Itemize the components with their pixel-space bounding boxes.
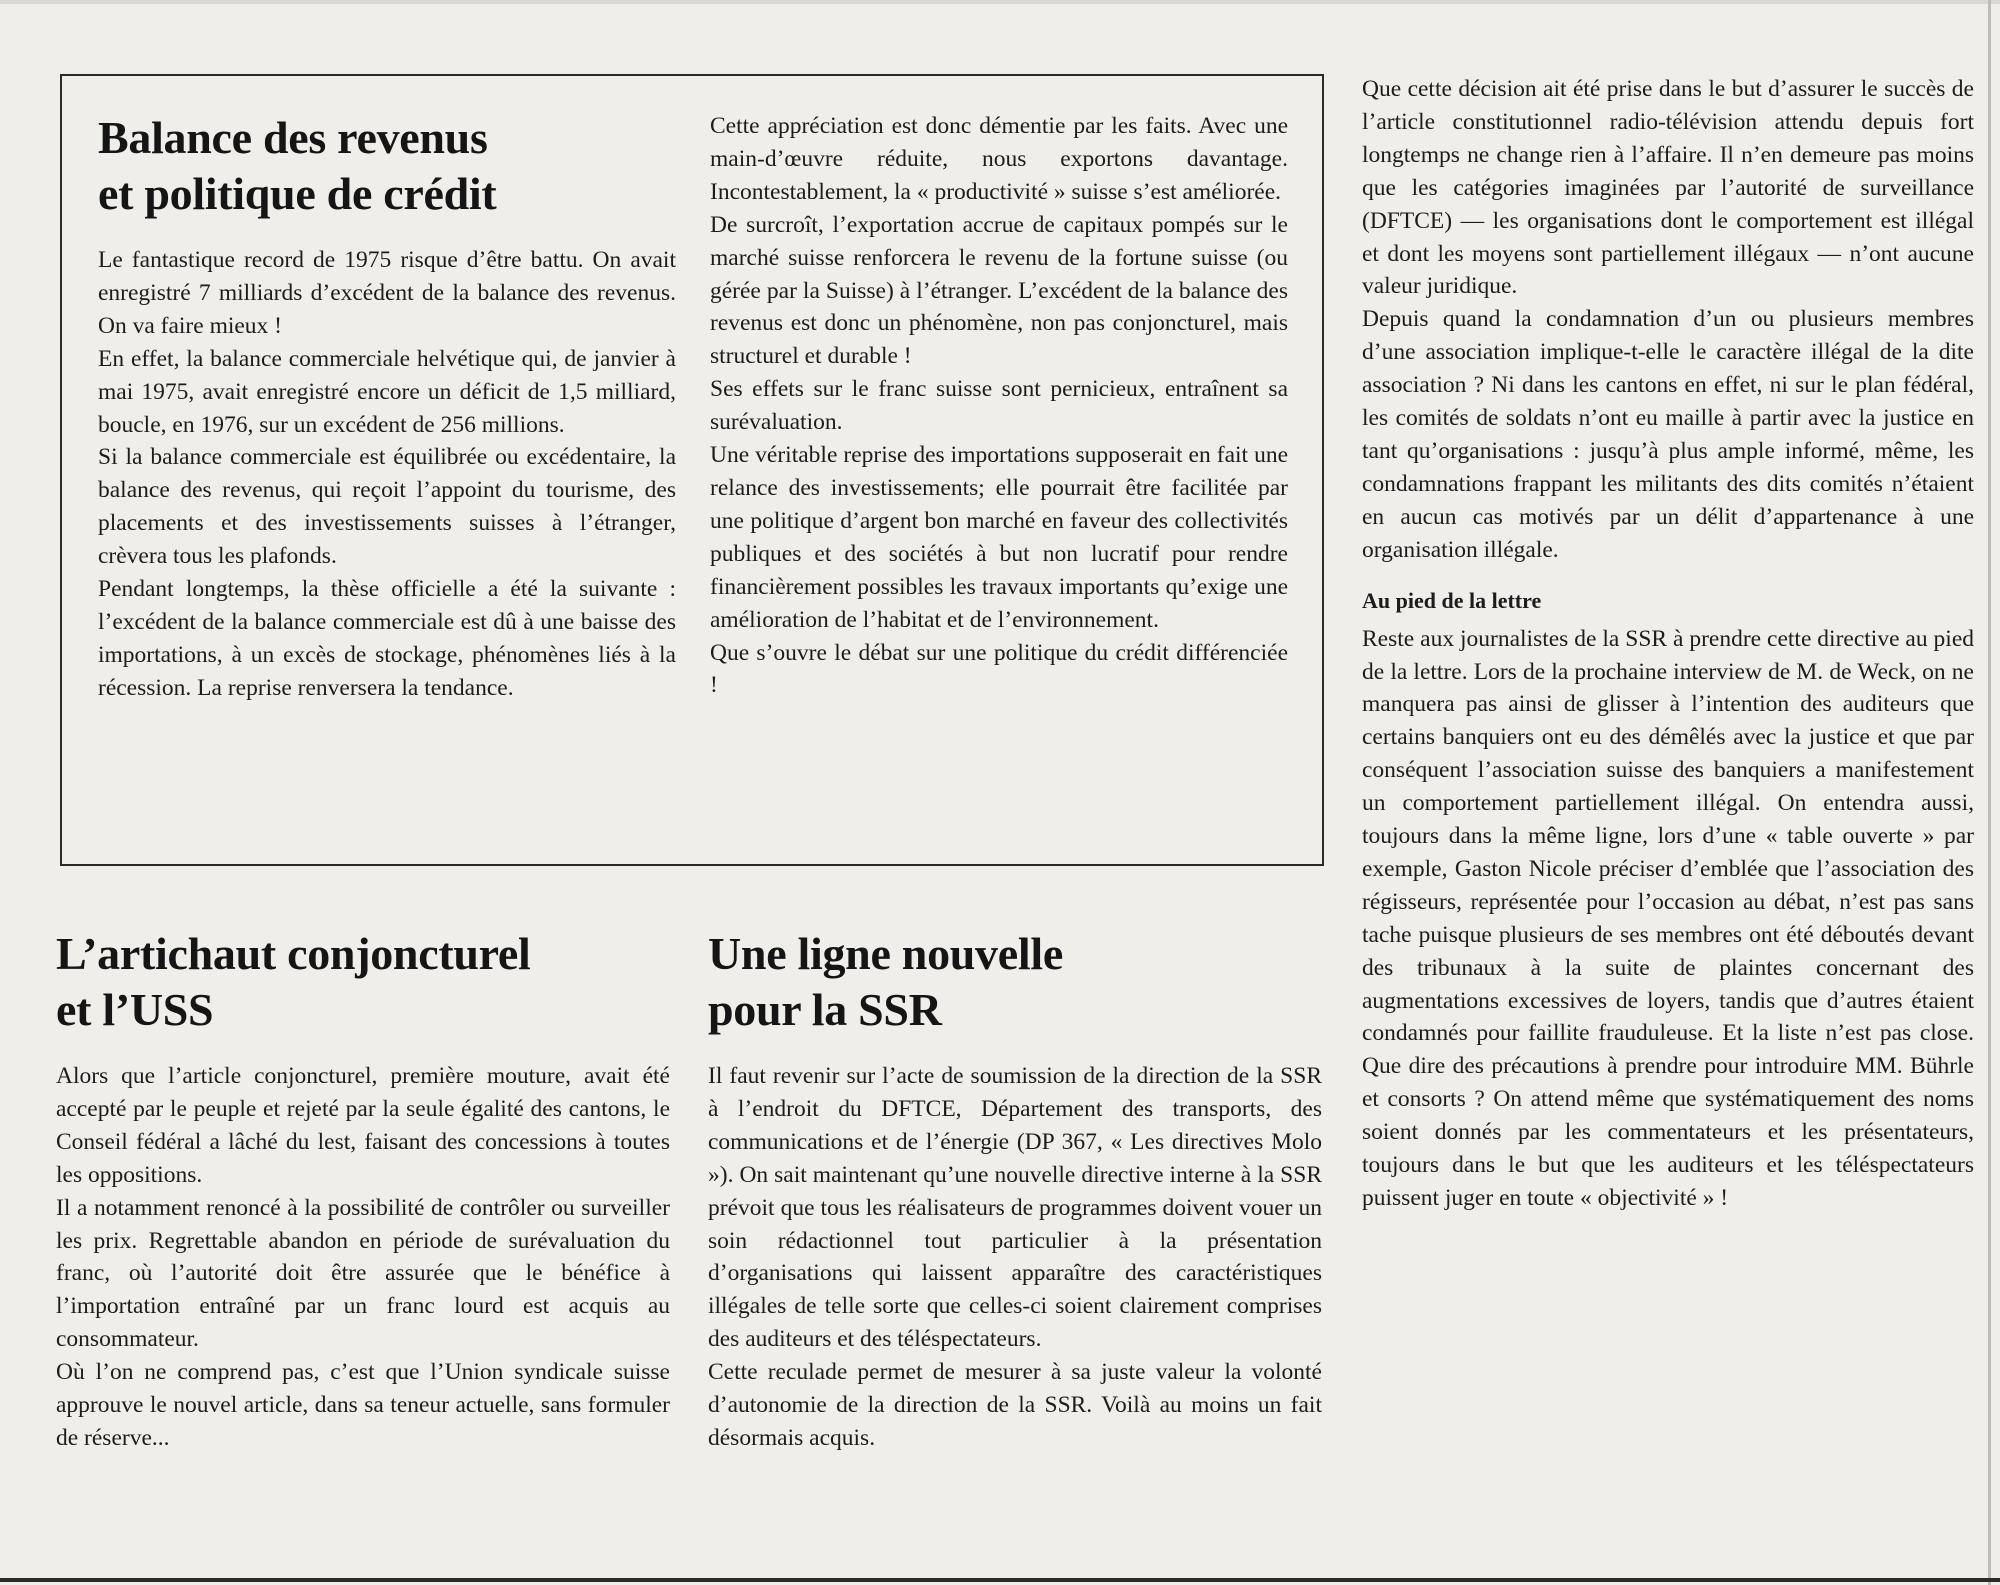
paragraph: En effet, la balance commerciale helvétique qui, de janvier à mai 1975, avait enregistré encore un déficit de 1,5 milliard, boucle, en 1976, sur un excédent de 256 millions. xyxy=(98,345,676,438)
paragraph: Il a notamment renoncé à la possibilité de contrôler ou surveiller les prix. Regrettable abandon en période de surévaluation du franc, où l’autorité doit être assurée que le bénéfice à l’importation entraîné par un franc lourd est acquis au consommateur. xyxy=(56,1194,670,1353)
article-ssr-column-1 xyxy=(708,926,1322,1455)
paragraph: Depuis quand la condamnation d’un ou plusieurs membres d’une association implique-t-elle le caractère illégal de la dite association ? Ni dans les cantons en effet, ni sur le plan fédéral, les comités de soldats n’ont eu maille à partir avec la justice en tant qu’organisations : jusqu’à plus ample informé, même, les condamnations frappant les militants des dits comités n’étaient en aucun cas motivés par un délit d’appartenance à une organisation illégale. xyxy=(1362,306,1974,563)
article-ssr-body-1 xyxy=(708,1060,1322,1455)
article-ssr-body-2 xyxy=(1362,73,1974,567)
page-edge-bottom xyxy=(0,1578,2000,1582)
article-ssr-body-3 xyxy=(1362,623,1974,1215)
paragraph: Une véritable reprise des importations supposerait en fait une relance des investissements; elle pourrait être facilitée par une politique d’argent bon marché en faveur des collectivités publiques et des sociétés à but non lucratif pour rendre financièrement possibles les travaux importants qu’exige une amélioration de l’habitat et de l’environnement. xyxy=(710,442,1288,633)
headline-line-1: L’artichaut conjoncturel xyxy=(56,928,531,979)
page-edge-top xyxy=(0,0,2000,4)
article-balance-headline xyxy=(98,110,676,222)
paragraph: Que cette décision ait été prise dans le but d’assurer le succès de l’article constitutionnel radio-télévision attendu depuis fort longtemps ne change rien à l’affaire. Il n’en demeure pas moins que les catégories imaginées par l’autorité de surveillance (DFTCE) — les organisations dont le comportement est illégal et dont les moyens sont partiellement illégaux — n’ont aucune valeur juridique. xyxy=(1362,76,1974,300)
paragraph: Cette reculade permet de mesurer à sa juste valeur la volonté d’autonomie de la direction de la SSR. Voilà au moins un fait désormais acquis. xyxy=(708,1359,1322,1451)
paragraph: Reste aux journalistes de la SSR à prendre cette directive au pied de la lettre. Lors de la prochaine interview de M. de Weck, on ne manquera pas ainsi de glisser à l’intention des auditeurs que certains banquiers ont eu des démêlés avec la justice et que par conséquent l’association suisse des banquiers a manifestement un comportement partiellement illégal. On entendra aussi, toujours dans la même ligne, lors d’une « table ouverte » par exemple, Gaston Nicole préciser d’emblée que l’association des régisseurs, représentée pour l’occasion au débat, n’est pas sans tache puisque plusieurs de ses membres ont été déboutés devant des tribunaux à la suite de plaintes concernant des augmentations excessives de loyers, tandis que d’autres étaient condamnés pour faillite frauduleuse. Et la liste n’est pas close. Que dire des précautions à prendre pour introduire MM. Bührle et consorts ? On attend même que systématiquement des noms soient donnés par les commentateurs et les présentateurs, toujours dans le but que les auditeurs et les téléspectateurs puissent juger en toute « objectivité » ! xyxy=(1362,625,1974,1211)
article-ssr-column-2 xyxy=(1362,73,1974,1215)
article-ssr-headline xyxy=(708,926,1322,1038)
headline-line-1: Une ligne nouvelle xyxy=(708,928,1063,979)
page-edge-right xyxy=(1988,0,1991,1585)
headline-line-2: et politique de crédit xyxy=(98,168,497,219)
paragraph: Pendant longtemps, la thèse officielle a été la suivante : l’excédent de la balance commerciale est dû à une baisse des importations, à un excès de stockage, phénomènes liés à la récession. La reprise renversera la tendance. xyxy=(98,576,676,701)
article-balance-column-1 xyxy=(98,110,676,705)
article-balance-body-1 xyxy=(98,244,676,705)
headline-line-2: et l’USS xyxy=(56,984,214,1035)
article-artichaut-body xyxy=(56,1060,670,1455)
paragraph: Que s’ouvre le débat sur une politique du crédit différenciée ! xyxy=(710,639,1288,699)
article-artichaut-headline xyxy=(56,926,670,1038)
headline-line-2: pour la SSR xyxy=(708,984,942,1035)
article-balance-body-2 xyxy=(710,110,1288,702)
paragraph: Il faut revenir sur l’acte de soumission de la direction de la SSR à l’endroit du DFTCE, Département des transports, des communications et de l’énergie (DP 367, « Les directives Molo »). On sait maintenant qu’une nouvelle directive interne à la SSR prévoit que tous les réalisateurs de programmes doivent vouer un soin rédactionnel tout particulier à la présentation d’organisations qui laissent apparaître des caractéristiques illégales de telle sorte que celles-ci soient clairement comprises des auditeurs et des téléspectateurs. xyxy=(708,1063,1322,1353)
paragraph: Où l’on ne comprend pas, c’est que l’Union syndicale suisse approuve le nouvel article, dans sa teneur actuelle, sans formuler de réserve... xyxy=(56,1359,670,1451)
article-balance-column-2 xyxy=(710,110,1288,702)
paragraph: Alors que l’article conjoncturel, première mouture, avait été accepté par le peuple et rejeté par la seule égalité des cantons, le Conseil fédéral a lâché du lest, faisant des concessions à toutes les oppositions. xyxy=(56,1063,670,1188)
paragraph: Ses effets sur le franc suisse sont pernicieux, entraînent sa surévaluation. xyxy=(710,376,1288,436)
article-artichaut xyxy=(56,926,670,1455)
paragraph: Si la balance commerciale est équilibrée ou excédentaire, la balance des revenus, qui reçoit l’appoint du tourisme, des placements et des investissements suisses à l’étranger, crèvera tous les plafonds. xyxy=(98,444,676,570)
paragraph: Cette appréciation est donc démentie par les faits. Avec une main-d’œuvre réduite, nous exportons davantage. Incontestablement, la « productivité » suisse s’est améliorée. xyxy=(710,113,1288,205)
article-ssr-subheading: Au pied de la lettre xyxy=(1362,587,1542,613)
paragraph: Le fantastique record de 1975 risque d’être battu. On avait enregistré 7 milliards d’excédent de la balance des revenus. On va faire mieux ! xyxy=(98,247,676,339)
headline-line-1: Balance des revenus xyxy=(98,112,488,163)
paragraph: De surcroît, l’exportation accrue de capitaux pompés sur le marché suisse renforcera le revenu de la fortune suisse (ou gérée par la Suisse) à l’étranger. L’excédent de la balance des revenus est donc un phénomène, non pas conjoncturel, mais structurel et durable ! xyxy=(710,211,1288,370)
